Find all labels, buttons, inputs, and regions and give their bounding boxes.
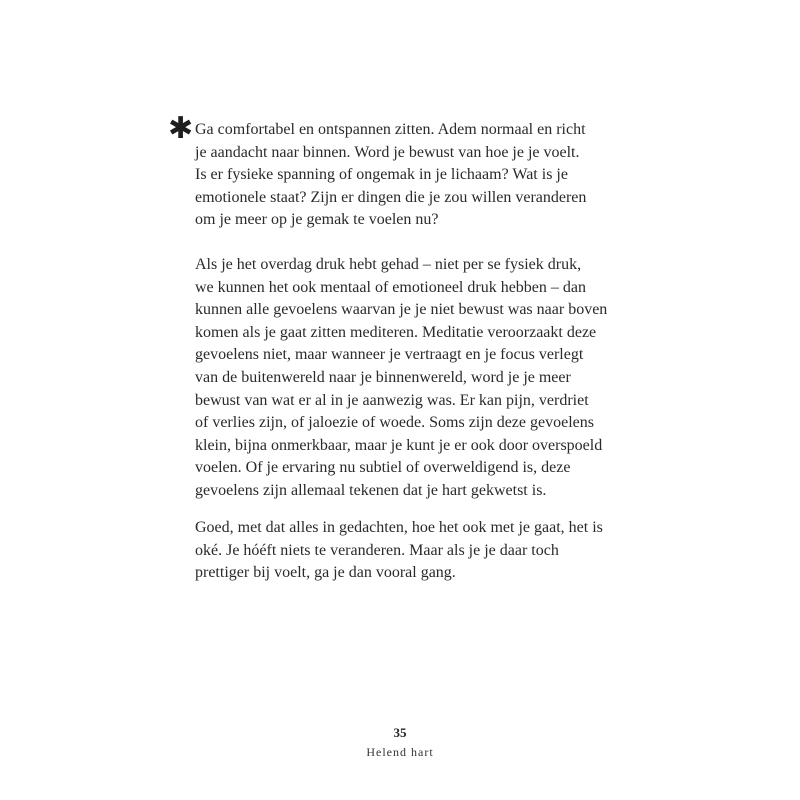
text-line: prettiger bij voelt, ga je dan vooral gang. (195, 564, 456, 582)
text-line: bewust van wat er al in je aanwezig was. Er kan pijn, verdriet (195, 391, 589, 409)
text-line: of verlies zijn, of jaloezie of woede. Soms zijn deze gevoelens (195, 414, 594, 432)
text-line: emotionele staat? Zijn er dingen die je zou willen veranderen (195, 188, 587, 206)
text-line: om je meer op je gemak te voelen nu? (195, 211, 439, 229)
text-line: voelen. Of je ervaring nu subtiel of overweldigend is, deze (195, 459, 571, 477)
text-line: Goed, met dat alles in gedachten, hoe het ook met je gaat, het is (195, 519, 603, 536)
text-line: we kunnen het ook mentaal of emotioneel druk hebben – dan (195, 278, 586, 296)
text-line: Als je het overdag druk hebt gehad – niet per se fysiek druk, (195, 256, 582, 273)
text-line: van de buitenwereld naar je binnenwereld, word je je meer (195, 368, 571, 386)
paragraph-1 (195, 119, 615, 232)
text-line: oké. Je hóéft niets te veranderen. Maar als je je daar toch (195, 541, 559, 559)
text-line: Ga comfortabel en ontspannen zitten. Adem normaal en richt (195, 121, 586, 138)
paragraph-3 (195, 517, 615, 585)
text-line: klein, bijna onmerkbaar, maar je kunt je er ook door overspoeld (195, 436, 603, 454)
page-number: 35 (393, 725, 407, 740)
asterisk-icon: ✱ (168, 111, 194, 146)
paragraph-2 (195, 254, 615, 503)
text-line: komen als je gaat zitten mediteren. Meditatie veroorzaakt deze (195, 323, 597, 341)
running-title: Helend hart (366, 745, 434, 759)
text-line: gevoelens zijn allemaal tekenen dat je hart gekwetst is. (195, 481, 547, 499)
text-line: gevoelens niet, maar wanneer je vertraagt en je focus verlegt (195, 346, 584, 364)
text-line: je aandacht naar binnen. Word je bewust van hoe je je voelt. (195, 143, 580, 161)
text-line: Is er fysieke spanning of ongemak in je lichaam? Wat is je (195, 166, 568, 184)
text-line: kunnen alle gevoelens waarvan je je niet bewust was naar boven (195, 301, 608, 319)
